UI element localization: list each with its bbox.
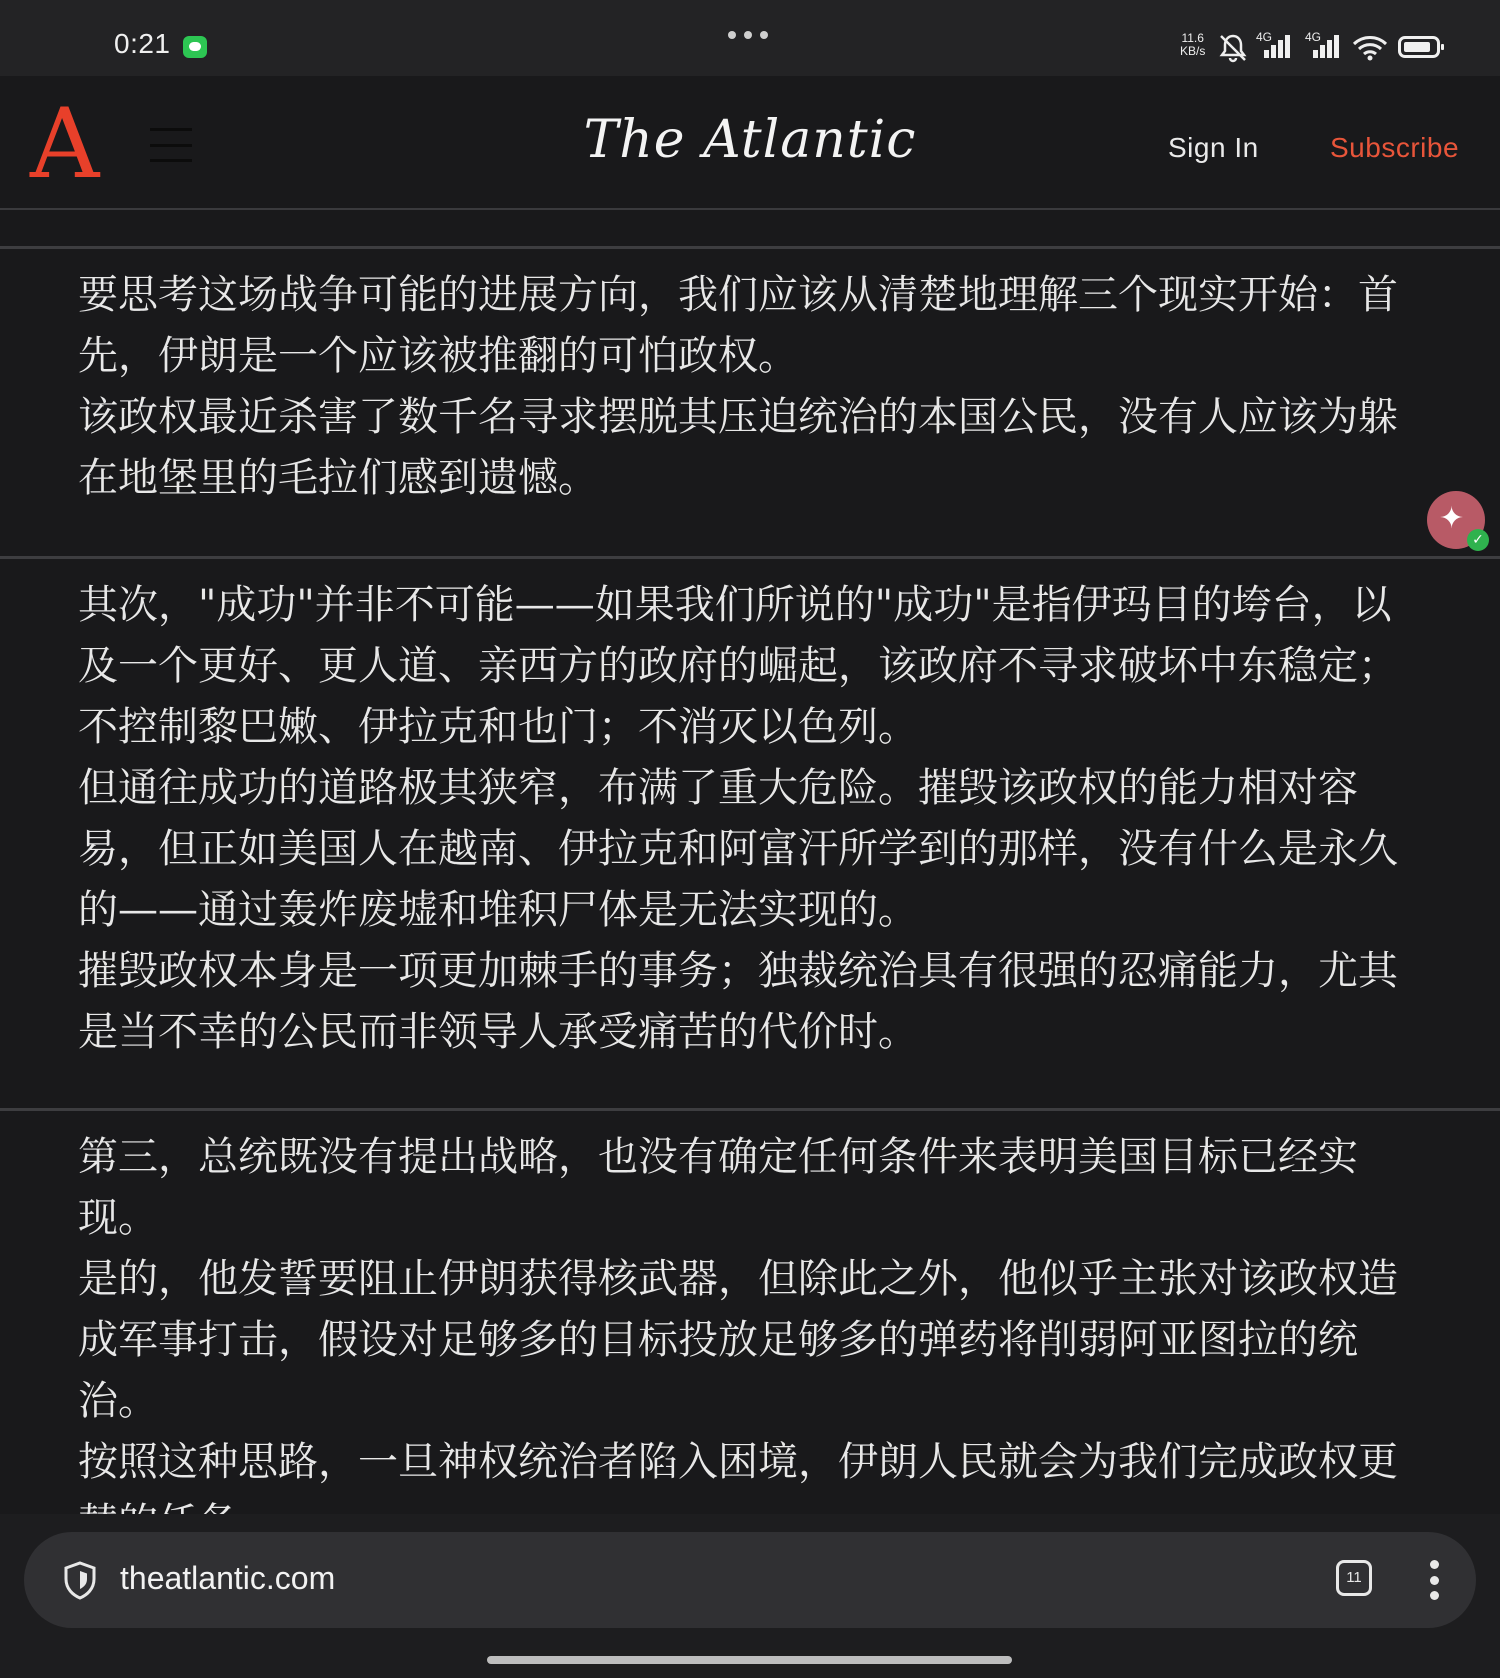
paragraph-line: 第三，总统既没有提出战略，也没有确定任何条件来表明美国目标已经实现。 — [78, 1134, 1358, 1241]
wifi-icon — [1352, 34, 1388, 62]
status-time: 0:21 — [114, 28, 171, 59]
divider — [0, 556, 1500, 559]
paragraph-line: 按照这种思路，一旦神权统治者陷入困境，伊朗人民就会为我们完成政权更 — [78, 1439, 1398, 1485]
signal-label: 4G — [1305, 30, 1322, 44]
network-speed — [1180, 32, 1205, 58]
site-header — [0, 78, 1500, 210]
home-indicator[interactable] — [487, 1656, 1012, 1664]
subscribe-link[interactable]: Subscribe — [1330, 132, 1460, 163]
paragraph-line: 其次，"成功"并非不可能——如果我们所说的"成功"是指伊玛目的垮台，以及一个更好、更人道、亲西方的政府的崛起，该政府不寻求破坏中东稳定；不控制黎巴嫩、伊拉克和也门；不消灭以色列。 — [78, 582, 1398, 750]
signal-label: 4G — [1256, 30, 1273, 44]
paragraph-line: 该政权最近杀害了数千名寻求摆脱其压迫统治的本国公民，没有人应该为躲在地堡里的毛拉们感到遗憾。 — [78, 394, 1398, 501]
paragraph-line: 是的，他发誓要阻止伊朗获得核武器，但除此之外，他似乎主张对该政权造成军事打击，假设对足够多的目标投放足够多的弹药将削弱阿亚图拉的统治。 — [78, 1256, 1398, 1424]
atlantic-logo[interactable]: A — [30, 88, 100, 200]
article-paragraph-2 — [78, 575, 1423, 1063]
site-title[interactable]: The Atlantic — [583, 110, 917, 170]
sign-in-link[interactable]: Sign In — [1168, 132, 1259, 163]
signal-icon — [1305, 32, 1341, 62]
browser-bottom-bar — [0, 1514, 1500, 1678]
paragraph-line: 但通往成功的道路极其狭窄，布满了重大危险。摧毁该政权的能力相对容易，但正如美国人在越南、伊拉克和阿富汗所学到的那样，没有什么是永久的——通过轰炸废墟和堆积尸体是无法实现的。 — [78, 765, 1398, 933]
translate-icon: ✦ — [1439, 501, 1465, 536]
paragraph-line: 要思考这场战争可能的进展方向，我们应该从清楚地理解三个现实开始：首先，伊朗是一个应该被推翻的可怕政权。 — [78, 272, 1398, 379]
more-dots-icon[interactable] — [728, 31, 768, 39]
divider — [0, 1108, 1500, 1111]
network-speed-unit: KB/s — [1180, 44, 1206, 58]
status-bar — [0, 0, 1500, 76]
signal-icon — [1256, 32, 1292, 62]
bell-off-icon — [1217, 32, 1249, 64]
url-text[interactable]: theatlantic.com — [120, 1560, 336, 1596]
menu-icon[interactable] — [150, 128, 192, 162]
wechat-notification-icon — [183, 36, 207, 58]
article-paragraph-3 — [78, 1127, 1423, 1554]
article-paragraph-1 — [78, 265, 1423, 509]
battery-icon — [1398, 36, 1440, 58]
paragraph-line: 摧毁政权本身是一项更加棘手的事务；独裁统治具有很强的忍痛能力，尤其是当不幸的公民而非领导人承受痛苦的代价时。 — [78, 948, 1398, 1055]
tab-switcher-button[interactable]: 11 — [1336, 1560, 1372, 1596]
divider — [0, 246, 1500, 249]
more-vert-icon[interactable] — [1429, 1560, 1439, 1600]
check-icon: ✓ — [1467, 529, 1489, 551]
address-bar[interactable] — [24, 1532, 1476, 1628]
translate-button[interactable] — [1427, 491, 1485, 549]
network-speed-value: 11.6 — [1181, 31, 1204, 45]
shield-icon[interactable] — [62, 1560, 98, 1600]
